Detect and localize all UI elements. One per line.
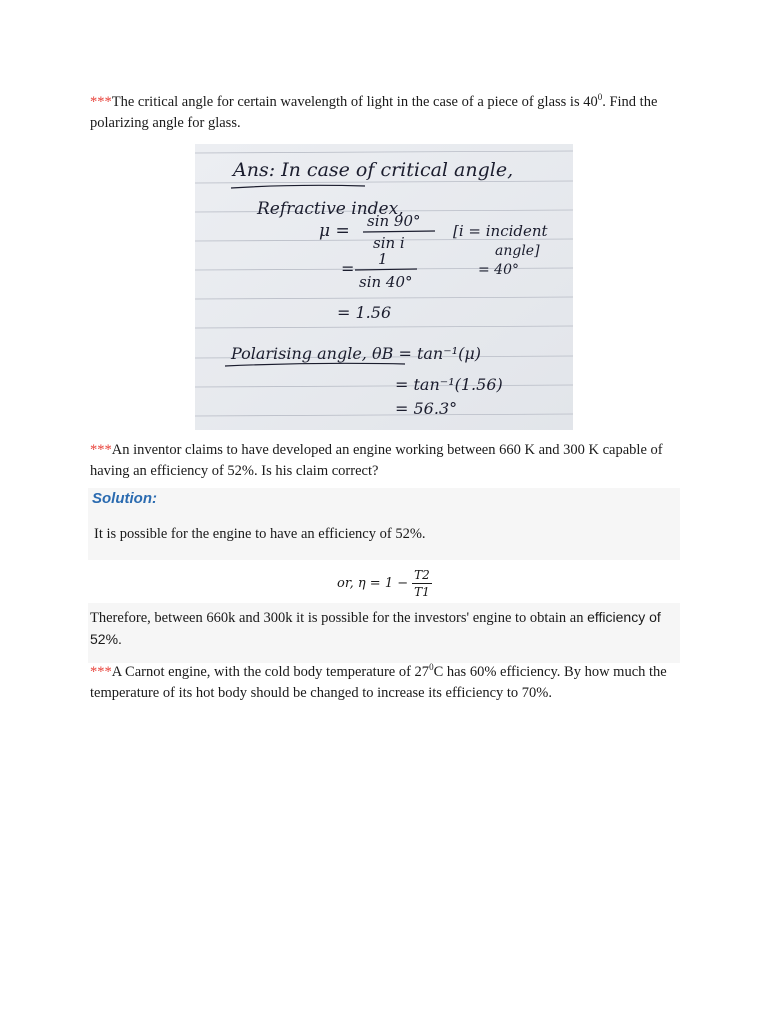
hw-eq2: = bbox=[341, 259, 355, 278]
star-marker: *** bbox=[90, 94, 112, 110]
solution-background bbox=[88, 488, 680, 560]
degree-superscript: 0 bbox=[429, 662, 434, 673]
hw-line-1: Ans: In case of critical angle, bbox=[233, 159, 514, 181]
hw-bracket-1: [i = incident bbox=[453, 222, 548, 240]
formula-lhs: or, η = 1 − bbox=[337, 575, 409, 591]
hw-den-1: sin i bbox=[373, 234, 405, 252]
question-critical-angle bbox=[90, 92, 690, 134]
hw-line-2: Refractive index, bbox=[257, 199, 404, 219]
formula-denominator: T1 bbox=[414, 584, 430, 599]
solution-text: It is possible for the engine to have an efficiency of 52%. bbox=[94, 526, 426, 542]
solution-heading: Solution: bbox=[92, 490, 157, 507]
question-text-end: . Find the polarizing angle for glass. bbox=[90, 94, 658, 131]
hw-mu: μ = bbox=[319, 221, 350, 241]
hw-eq-i: = 40° bbox=[478, 262, 519, 278]
degree-superscript: 0 bbox=[597, 92, 603, 103]
handwritten-solution-image bbox=[195, 144, 573, 430]
question-text: An inventor claims to have developed an engine working between 660 K and 300 K capable of having an efficiency of 52%. Is his claim correct? bbox=[90, 442, 663, 479]
formula-numerator: T2 bbox=[414, 567, 430, 582]
hw-polar-1: Polarising angle, θB = tan⁻¹(μ) bbox=[231, 344, 481, 363]
question-inventor-engine bbox=[90, 440, 690, 482]
star-marker: *** bbox=[90, 664, 112, 680]
solution-conclusion bbox=[90, 607, 680, 651]
hw-num-1: sin 90° bbox=[367, 212, 421, 230]
question-carnot-engine bbox=[90, 662, 690, 704]
conclusion-text: Therefore, between 660k and 300k it is possible for the investors' engine to obtain an bbox=[90, 610, 588, 626]
hw-den-2: sin 40° bbox=[359, 273, 413, 291]
question-text: The critical angle for certain wavelength of light in the case of a piece of glass is 40 bbox=[111, 94, 598, 110]
hw-bracket-2: angle] bbox=[495, 243, 540, 259]
question-text: A Carnot engine, with the cold body temperature of 27 bbox=[111, 664, 430, 680]
conclusion-text-sans: efficiency of 52%. bbox=[90, 609, 661, 647]
efficiency-formula bbox=[337, 563, 432, 603]
star-marker: *** bbox=[90, 442, 112, 458]
hw-polar-3: = 56.3° bbox=[395, 399, 458, 418]
formula-fraction bbox=[412, 568, 432, 599]
hw-polar-2: = tan⁻¹(1.56) bbox=[395, 375, 503, 394]
hw-eq3: = 1.56 bbox=[337, 303, 392, 322]
hw-num-2: 1 bbox=[378, 250, 388, 268]
question-text-end: C has 60% efficiency. By how much the temperature of its hot body should be changed to increase its efficiency to 70%. bbox=[90, 664, 667, 701]
